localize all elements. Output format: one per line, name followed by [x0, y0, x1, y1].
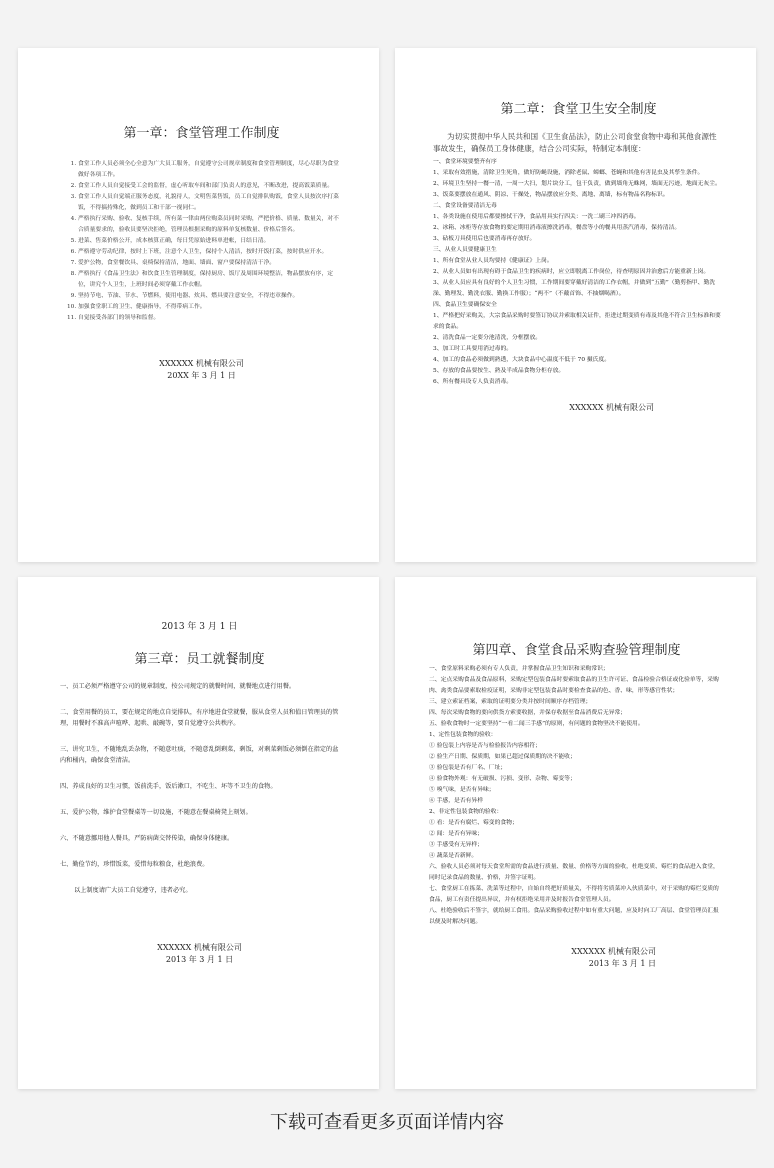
page-title: 第三章：员工就餐制度: [134, 652, 265, 667]
company-name: XXXXXX 机械有限公司: [571, 947, 656, 956]
list-item: 9. 坚持节电、节油、节水、节燃料，使用电器、炊具、燃具要注意安全，不得违章操作。: [78, 291, 343, 302]
paragraph: 以上制度请广大员工自觉遵守，违者必究。: [74, 887, 192, 894]
paragraph: ② 验生产日期、保质期，如果已超过保质期的决不能收；: [429, 754, 576, 760]
list-item: 6. 严格遵守劳动纪律，按时上下班，注意个人卫生，保持个人清洁，按时开饭打菜，按时供应开水。: [78, 247, 343, 258]
paragraph: 2、环境卫生坚持一餐一清，一周一大扫，划片块分工，包干负责，做到墙角无蛛网，墙面无污迹，地面无灰尘。: [433, 181, 721, 187]
paragraph: ④ 蔬菜是否新鲜。: [429, 853, 478, 859]
rules-body: [433, 157, 724, 388]
page-chapter-4: [395, 577, 756, 1089]
signature-block: [60, 358, 343, 382]
paragraph: 五、验收食物时一定要坚持“一看二闻三手感”的原则，有问题的食物坚决不能使用。: [429, 721, 644, 727]
paragraph: 一、食堂环境要整齐有序: [433, 159, 497, 165]
signature-block: [60, 942, 339, 966]
paragraph: 3、从业人员应具有良好的个人卫生习惯，工作期间要穿戴好清洁的工作衣帽，并做到“五勤”（勤剪指甲、勤洗澡、勤理发、勤洗衣服、勤换工作服）；“两不”（不戴首饰、不抽烟喝酒）。: [433, 280, 716, 297]
paragraph: 二、食堂用餐的员工，要在规定的地点自觉排队，有序地进食堂就餐，服从食堂人员和值日管理员的管理，用餐时不准高声喧哗、起哄、敲碗等，要自觉遵守公共秩序。: [60, 709, 339, 727]
list-item: 2. 食堂工作人员自觉接受工会的监督，虚心听取车间和部门负责人的意见，不断改进，提高饭菜质量。: [78, 181, 343, 192]
paragraph: 二、食堂设备要清洁无毒: [433, 203, 497, 209]
paragraph: 六、不随意挪用他人餐具，严防病菌交替传染，确保身体健康。: [60, 835, 234, 842]
paragraph: ① 验包装上内容是否与检验报告内容相符；: [429, 743, 541, 749]
paragraph: 四、养成良好的卫生习惯，饭前洗手，饭后漱口，不吃生、坏等不卫生的食物。: [60, 783, 277, 790]
paragraph: ④ 验食物外观：有无破损、污损、变形、杂物、霉变等；: [429, 776, 576, 782]
paragraph: 1、各类设施在使用后都要擦拭干净，食品用具实行四关：一洗二刷三冲四消毒。: [433, 214, 640, 220]
paragraph: 七、食堂厨工在拣菜、洗菜等过程中，自始自终把好质量关，不得将劣质菜冲入伙质菜中，对于采购的霉烂变质的食品，厨工有责任提出异议，并有权拒绝采用并及时报告食堂管理人员。: [429, 886, 719, 903]
page-title: 第一章：食堂管理工作制度: [123, 126, 280, 141]
signature-date: 2013 年 3 月 1 日: [588, 959, 656, 968]
paragraph: 3、砧板刀具使用后也要消毒再存放好。: [433, 236, 536, 242]
paragraph: 3、加工时工具要用消过毒的。: [433, 346, 513, 352]
paragraph: 6、所有餐具设专人负责消毒。: [433, 379, 513, 385]
rules-body: [429, 664, 724, 928]
page-chapter-1: [18, 48, 379, 562]
paragraph: 四、食品卫生要确保安全: [433, 302, 497, 308]
signature-block: [429, 946, 724, 970]
paragraph: 1、采取有效措施，清除卫生死角，做好防蝇设施，消除老鼠、蟑螂、苍蝇和其他有害昆虫及其孳生条件。: [433, 170, 704, 176]
paragraph: 一、食堂原料采购必须有专人负责，并掌握食品卫生知识和采购常识；: [429, 666, 609, 672]
list-item: 3. 食堂工作人员自觉端正服务态度，礼貌待人，文明售菜售饭，员工自觉排队购饭，食堂人员按次序打菜饭，不得搞持殊化，做到员工和干部一视同仁。: [78, 192, 343, 214]
paragraph: 四、每次采购食物的要向供货方索要收据，并保存收据至食品消费后无异常；: [429, 710, 627, 716]
paragraph: 3、饭菜要摆放在通风、阴凉、干燥处，物品摆放应分类、离地、离墙，标有物品名称标识。: [433, 192, 669, 198]
paragraph: 5、存放的食品要按生、熟及半成品食物分柜存放。: [433, 368, 565, 374]
paragraph: ① 看：是否有腐烂、霉变的食物；: [429, 820, 518, 826]
paragraph: ③ 手感受有无异样；: [429, 842, 484, 848]
paragraph: 三、建立索证档案，索取的证明要分类并按时间顺序存档管理；: [429, 699, 592, 705]
paragraph: 六、验收人员必须对每天食堂所需的食品进行质量、数量、价格等方面的验收，杜绝变质、霉烂的食品进入食堂，同时记录食品的数量、价格，并签字证明。: [429, 864, 719, 881]
page-title: 第四章、食堂食品采购查验管理制度: [472, 643, 681, 658]
download-prompt[interactable]: 下载可查看更多页面详情内容: [270, 1112, 504, 1133]
list-item: 11. 自觉接受各部门的领导和监督。: [78, 313, 343, 324]
paragraph: ⑥ 手感，是否有异样: [429, 798, 484, 804]
list-item: 4. 严格执行采购、验收、复核手续，所有菜一律由两位购菜员同时采购，严把价格、质量、数量关，对不合质量要求的，验收员要坚决拒绝，管理员根据采购的原料单复核数量、价格后签名。: [78, 214, 343, 236]
page-title: 第二章：食堂卫生安全制度: [500, 102, 657, 117]
paragraph: 一、员工必须严格遵守公司的规章制度，按公司规定的就餐时间，就餐地点进行用餐。: [60, 683, 296, 690]
list-item: 1. 食堂工作人员必须全心全意为广大员工服务，自觉遵守公司规章制度和食堂管理制度，尽心尽职为食堂做好各项工作。: [78, 159, 343, 181]
paragraph: 4、加工的食品必须做到熟透，大块食品中心温度不低于 70 摄氏度。: [433, 357, 611, 363]
paragraph: 2、非定性包装食物的验收：: [429, 809, 503, 815]
paragraph: 2、冰箱、冰柜等存放食物的要定期用消毒液擦洗消毒，餐盘等小的餐具用蒸汽消毒，保持清洁。: [433, 225, 681, 231]
paragraph: 1、定性包装食物的验收：: [429, 732, 497, 738]
rules-list: [60, 159, 343, 324]
company-name: XXXXXX 机械有限公司: [569, 403, 654, 412]
paragraph: 三、从业人员要健康卫生: [433, 247, 497, 253]
list-item: 5. 进菜、售菜价格公开，成本核算正确，每日凭原始进料单进帐，日结日清。: [78, 236, 343, 247]
list-item: 7. 爱护公物，食堂餐饮具、桌椅保持清洁，地面、墙面、窗户要保持清洁干净。: [78, 258, 343, 269]
page-chapter-2: [395, 48, 756, 562]
paragraph: 七、勤俭节约，珍惜饭菜，爱惜每粒粮食，杜绝浪费。: [60, 861, 209, 868]
paragraph: ③ 验包装是否有厂名、厂址；: [429, 765, 507, 771]
paragraph: 2、清洗食品一定要分池清洗，分框摆放。: [433, 335, 542, 341]
signature-date: 2013 年 3 月 1 日: [165, 955, 234, 964]
header-date: 2013 年 3 月 1 日: [161, 622, 238, 632]
paragraph: ⑤ 嗅气味，是否有异味；: [429, 787, 495, 793]
paragraph: 1、所有食堂从业人员均要持《健康证》上岗。: [433, 258, 553, 264]
signature-block: [433, 402, 724, 414]
signature-date: 20XX 年 3 月 1 日: [167, 371, 236, 380]
page-chapter-3: [18, 577, 379, 1089]
paragraph: 1、严格把好采购关，大宗食品采购时要签订协议并索取相关证件，拒进过期变质有毒及其他不符合卫生标准和要求的食品。: [433, 313, 721, 330]
paragraph: 八、杜绝验收后不签字，就给厨工食用。食品采购验收过程中如有重大问题，应及时向工厂高层、食堂管理员汇报以便及时解决问题。: [429, 908, 719, 925]
paragraph: ② 闻：是否有异味；: [429, 831, 484, 837]
company-name: XXXXXX 机械有限公司: [157, 943, 242, 952]
paragraph: 五、爱护公物，维护食堂餐桌等一切设施，不随意在餐桌椅凳上刻划。: [60, 809, 252, 816]
list-item: 10. 加强食堂职工的卫生、健康指导，不得带病工作。: [78, 302, 343, 313]
company-name: XXXXXX 机械有限公司: [159, 359, 244, 368]
intro-paragraph: 为切实贯彻中华人民共和国《卫生食品法》，防止公司食堂食物中毒和其他食源性事故发生，确保员工身体健康，结合公司实际，特制定本制度：: [433, 132, 717, 153]
paragraph: 三、讲究卫生，不随地乱丢杂物，不随意吐痰，不随意乱倒剩菜，剩饭，对剩菜剩饭必须倒在指定的盆内和桶内，确保食堂清洁。: [60, 746, 339, 764]
rules-body: [60, 681, 339, 896]
list-item: 8. 严格执行《食品卫生法》和饮食卫生管理制度，保持厨房、饭厅及周围环境整洁，物品摆放有序，定位，讲究个人卫生，上班时间必须穿戴工作衣帽。: [78, 269, 343, 291]
paragraph: 二、定点采购食品及食品原料，采购定型包装食品时要索取食品的卫生许可证、食品检验合格证或化验单等，采购肉、禽类食品要索取检疫证明，采购非定型包装食品时要检查食品的色、香、味，形等感官性状；: [429, 677, 719, 694]
paragraph: 2、从业人员如有出现有碍于食品卫生的疾病时，应立即脱离工作岗位，待查明原因并治愈后方能重新上岗。: [433, 269, 710, 275]
